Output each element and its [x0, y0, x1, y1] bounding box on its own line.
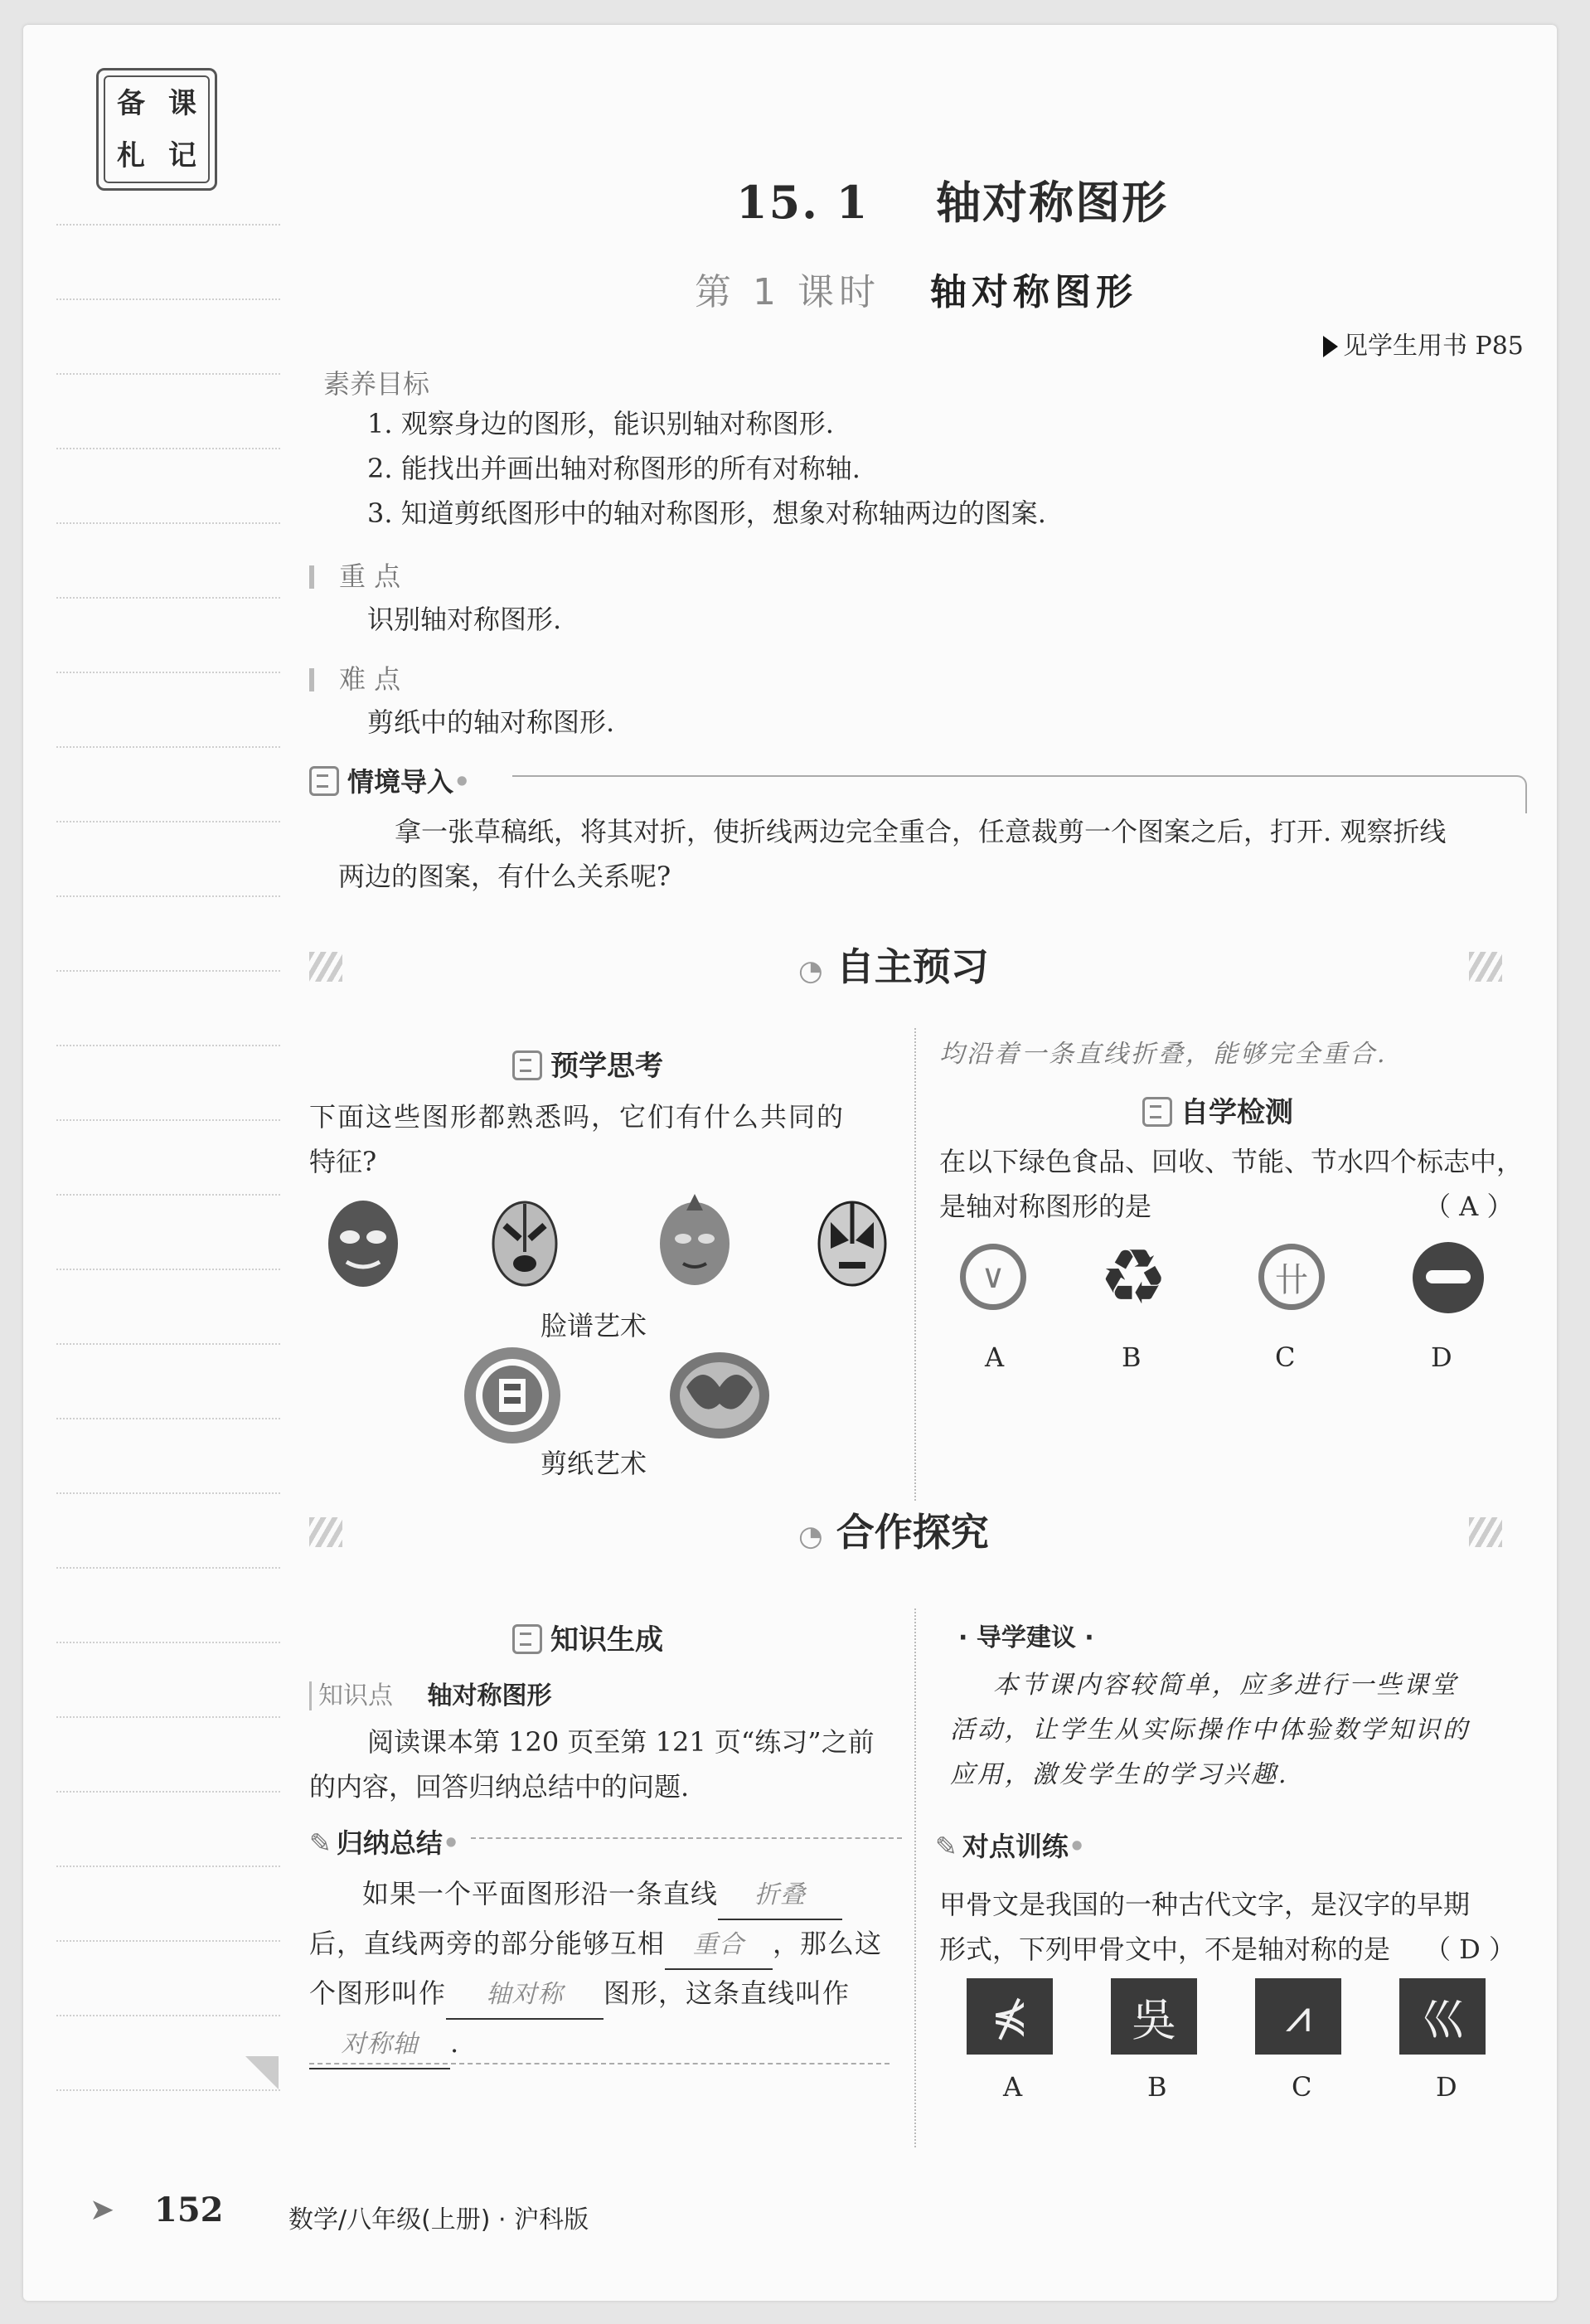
guide-heading: · 导学建议 ·	[958, 1623, 1094, 1652]
read-instruction-1: 阅读课本第 120 页至第 121 页“练习”之前	[367, 1726, 875, 1758]
mask-image	[328, 1201, 398, 1287]
papercut-image	[464, 1347, 560, 1443]
papercut-image	[670, 1352, 769, 1439]
summary-label: 归纳总结	[336, 1827, 443, 1859]
edit-icon: ✎	[935, 1831, 957, 1862]
banner-stripes-right	[1469, 952, 1502, 982]
blank-axisymmetric: 轴对称	[446, 1972, 604, 2020]
guide-text-2: 活动，让学生从实际操作中体验数学知识的	[950, 1715, 1470, 1744]
training-label: 对点训练	[962, 1831, 1069, 1862]
summary-part: 后，直线两旁的部分能够互相	[309, 1928, 666, 1959]
caption-faces: 脸谱艺术	[541, 1310, 647, 1342]
difficulty-label	[309, 658, 400, 696]
summary-heading: ✎ 归纳总结•	[309, 1827, 460, 1859]
objectives-list	[367, 401, 1046, 536]
option-a: A	[1003, 2071, 1023, 2103]
pencil-icon: ✎	[309, 1827, 332, 1859]
training-answer: （ D ）	[1424, 1933, 1516, 1965]
green-food-logo-icon: ∨	[960, 1244, 1026, 1310]
page-number: 152	[154, 2191, 224, 2229]
book-title: 数学/八年级(上册) · 沪科版	[288, 2205, 589, 2234]
chat-icon	[309, 766, 339, 796]
objective-item: 2. 能找出并画出轴对称图形的所有对称轴.	[367, 453, 860, 484]
preview-banner: ◔ 自主预习	[798, 944, 989, 989]
lesson-label: 第 1 课时	[695, 271, 880, 313]
knowledge-label: 知识生成	[550, 1623, 663, 1657]
key-point-text: 识别轴对称图形.	[367, 604, 562, 635]
option-d: D	[1431, 1342, 1452, 1373]
check-answer: （ A ）	[1424, 1191, 1514, 1222]
objective-item: 3. 知道剪纸图形中的轴对称图形，想象对称轴两边的图案.	[367, 497, 1046, 529]
intro-rule	[512, 775, 1515, 777]
column-divider	[914, 1028, 916, 1501]
recycle-logo-icon: ♻	[1099, 1233, 1168, 1322]
summary-rule	[471, 1837, 902, 1839]
student-book-reference	[1323, 325, 1524, 361]
oracle-glyph-a-icon: ⋠	[967, 1978, 1053, 2055]
training-question-2: 形式，下列甲骨文中，不是轴对称的是	[939, 1933, 1391, 1965]
intro-rule-end	[1515, 775, 1527, 813]
banner-stripes-right	[1469, 1517, 1502, 1547]
option-b: B	[1122, 1342, 1142, 1373]
knowledge-icon	[512, 1624, 542, 1654]
option-d: D	[1436, 2071, 1457, 2103]
blank-coincide: 重合	[665, 1922, 773, 1970]
think-question-1: 下面这些图形都熟悉吗，它们有什么共同的	[309, 1101, 846, 1133]
water-saving-logo-icon	[1413, 1242, 1484, 1313]
option-c: C	[1292, 2071, 1312, 2103]
summary-part: 如果一个平面图形沿一条直线	[362, 1878, 719, 1909]
option-c: C	[1275, 1342, 1296, 1373]
summary-part: 图形，这条直线叫作	[604, 1977, 851, 2009]
banner-stripes-left	[309, 952, 342, 982]
lesson-name: 轴对称图形	[929, 271, 1137, 313]
column-divider	[914, 1608, 916, 2147]
guide-text-3: 应用，激发学生的学习兴趣.	[950, 1760, 1289, 1789]
workbook-page	[23, 25, 1557, 2301]
paper-cuttings	[446, 1342, 819, 1449]
oracle-glyph-b-icon: 吳	[1111, 1978, 1197, 2055]
think-answer: 均沿着一条直线折叠，能够完全重合.	[939, 1040, 1388, 1069]
think-label: 预学思考	[550, 1050, 663, 1083]
objectives-label: 素养目标	[323, 368, 430, 400]
option-a: A	[985, 1342, 1005, 1373]
training-heading: ✎ 对点训练•	[935, 1831, 1086, 1862]
mask-image	[493, 1202, 556, 1285]
oracle-glyph-c-icon: ⩘	[1255, 1978, 1341, 2055]
energy-saving-logo-icon: 卄	[1258, 1244, 1325, 1310]
opera-masks	[322, 1194, 935, 1310]
check-label: 自学检测	[1180, 1096, 1293, 1129]
banner-stripes-left	[309, 1517, 342, 1547]
knowledge-heading	[512, 1617, 663, 1657]
lesson-title	[695, 262, 1137, 315]
summary-part: 个图形叫作	[309, 1977, 447, 2009]
page-title	[736, 167, 1168, 231]
intro-text-2: 两边的图案，有什么关系呢?	[338, 861, 671, 892]
mask-image	[660, 1194, 730, 1285]
badge-char: 记	[168, 138, 196, 172]
knowledge-point	[309, 1675, 552, 1711]
guide-text-1: 本节课内容较简单，应多进行一些课堂	[993, 1671, 1458, 1700]
point-title: 轴对称图形	[427, 1681, 552, 1710]
read-instruction-2: 的内容，回答归纳总结中的问题.	[309, 1771, 690, 1802]
difficulty-text: 剪纸中的轴对称图形.	[367, 706, 615, 738]
key-point-label	[309, 556, 400, 594]
check-question-1: 在以下绿色食品、回收、节能、节水四个标志中，	[939, 1146, 1524, 1177]
check-question-2: 是轴对称图形的是	[939, 1191, 1152, 1222]
notes-badge	[96, 68, 217, 191]
oracle-glyph-d-icon: 巛	[1399, 1978, 1486, 2055]
section-title: 轴对称图形	[936, 177, 1169, 229]
intro-text-1: 拿一张草稿纸，将其对折，使折线两边完全重合，任意裁剪一个图案之后，打开. 观察折线	[395, 816, 1447, 847]
badge-char: 备	[117, 86, 145, 120]
section-number: 15. 1	[736, 176, 870, 229]
check-heading	[1142, 1089, 1293, 1130]
think-question-2: 特征?	[309, 1146, 377, 1177]
point-tag: 知识点	[309, 1681, 405, 1710]
explore-banner-text: 合作探究	[836, 1510, 989, 1555]
difficulty-label-text: 难 点	[339, 663, 401, 695]
training-question-1: 甲骨文是我国的一种古代文字，是汉字的早期	[939, 1889, 1471, 1920]
footer-arrow-icon: ➤	[90, 2193, 115, 2227]
badge-char: 课	[168, 86, 196, 120]
preview-banner-text: 自主预习	[836, 944, 989, 989]
summary-rule-bottom	[309, 2063, 890, 2064]
badge-char: 札	[117, 138, 145, 172]
summary-text	[309, 1870, 906, 2069]
corner-mark	[245, 2056, 279, 2089]
summary-part: .	[450, 2027, 460, 2059]
blank-axis: 对称轴	[309, 2021, 450, 2069]
blank-fold: 折叠	[718, 1872, 842, 1920]
key-point-label-text: 重 点	[339, 560, 401, 592]
intro-label: 情境导入	[347, 766, 454, 798]
caption-paper: 剪纸艺术	[541, 1448, 647, 1479]
reference-text: 见学生用书 P85	[1343, 332, 1524, 361]
think-icon	[512, 1050, 542, 1080]
intro-heading: 情境导入•	[309, 761, 470, 799]
explore-banner: ◔ 合作探究	[798, 1510, 989, 1555]
option-b: B	[1147, 2071, 1167, 2103]
summary-part: ，那么这	[773, 1928, 883, 1959]
think-heading	[512, 1043, 663, 1084]
objective-item: 1. 观察身边的图形，能识别轴对称图形.	[367, 408, 834, 439]
checklist-icon	[1142, 1097, 1172, 1127]
mask-image	[819, 1202, 885, 1285]
play-triangle-icon	[1323, 336, 1338, 357]
